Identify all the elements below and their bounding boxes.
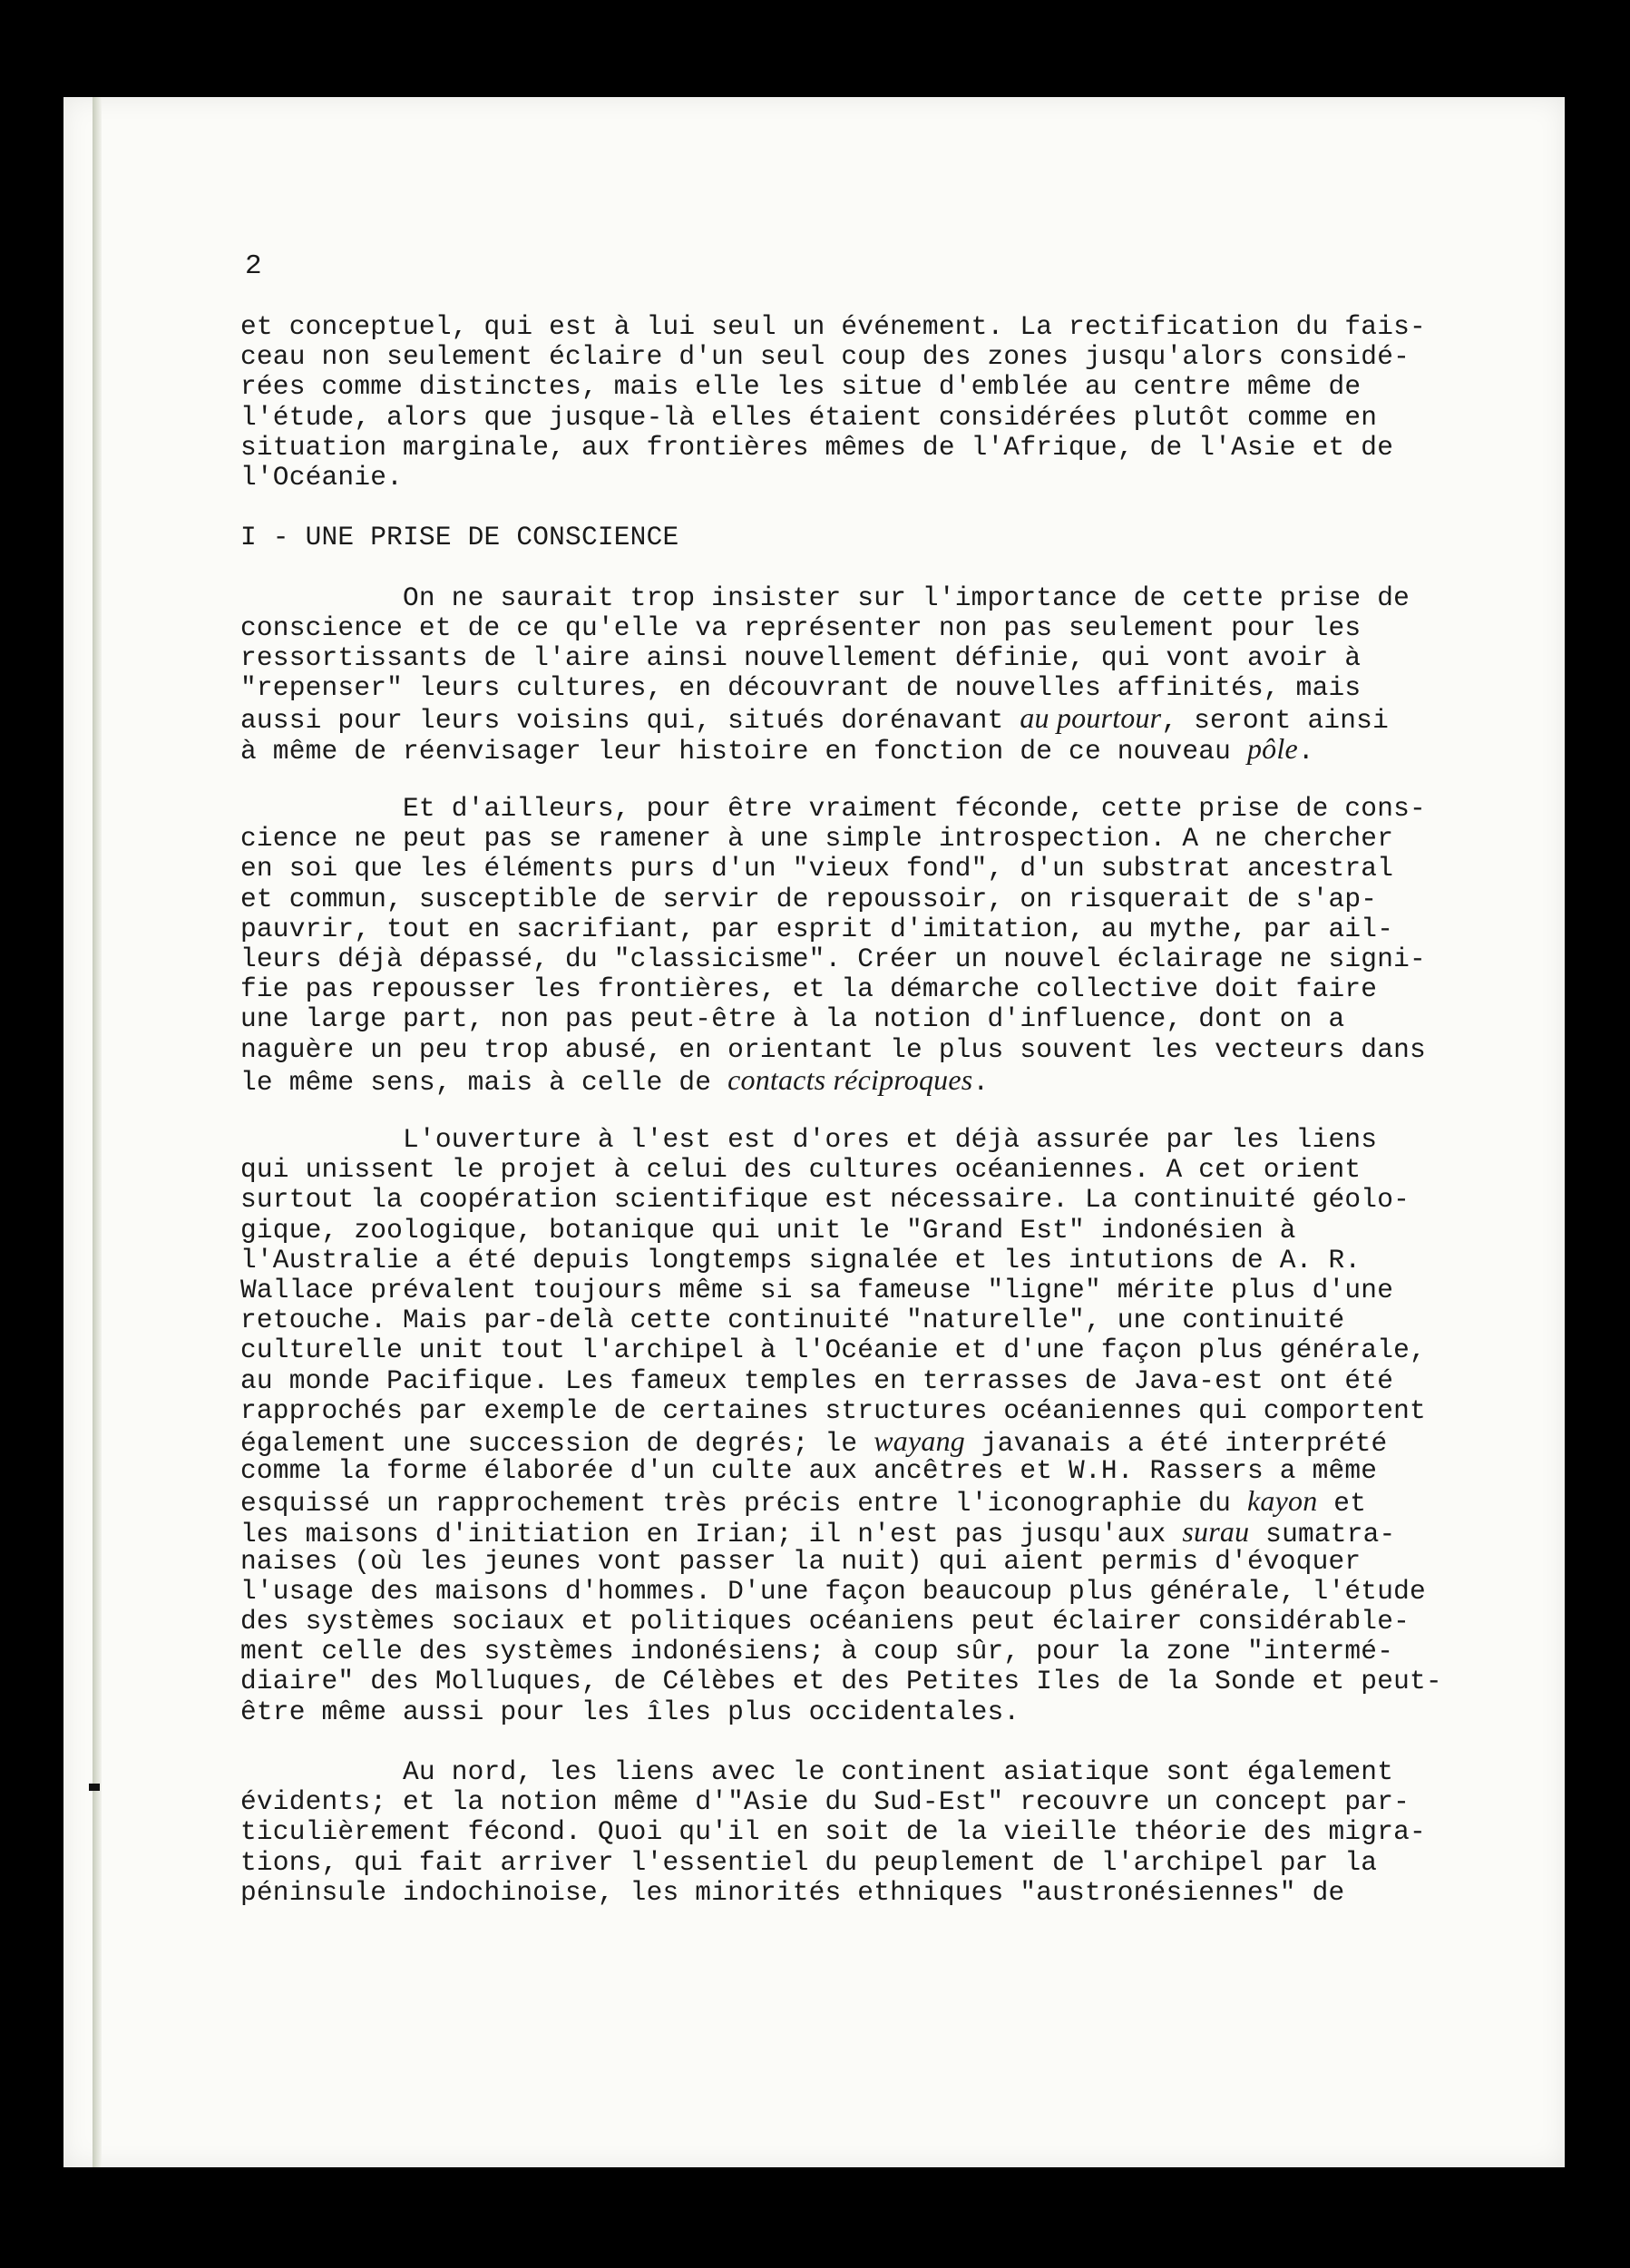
text-line: ressortissants de l'aire ainsi nouvellement définie, qui vont avoir à bbox=[240, 642, 1362, 674]
text-line: naguère un peu trop abusé, en orientant le plus souvent les vecteurs dans bbox=[240, 1033, 1426, 1065]
page-number: 2 bbox=[245, 250, 262, 282]
text-line: qui unissent le projet à celui des cultures océaniennes. A cet orient bbox=[240, 1154, 1362, 1186]
text-line: gique, zoologique, botanique qui unit le "Grand Est" indonésien à bbox=[240, 1214, 1296, 1246]
text-line: comme la forme élaborée d'un culte aux ancêtres et W.H. Rassers a même bbox=[240, 1455, 1378, 1487]
text-line: ticulièrement fécond. Quoi qu'il en soit de la vieille théorie des migra- bbox=[240, 1816, 1426, 1848]
emphasis: pôle bbox=[1246, 731, 1298, 765]
paragraph bbox=[240, 582, 1410, 767]
text-line: le même sens, mais à celle de contacts réciproques. bbox=[240, 1062, 990, 1098]
text-line: l'usage des maisons d'hommes. D'une façon beaucoup plus générale, l'étude bbox=[240, 1575, 1426, 1607]
text-line: diaire" des Molluques, de Célèbes et des Petites Iles de la Sonde et peut- bbox=[240, 1666, 1442, 1697]
text-line: On ne saurait trop insister sur l'importance de cette prise de bbox=[240, 582, 1410, 613]
text-line: une large part, non pas peut-être à la notion d'influence, dont on a bbox=[240, 1003, 1345, 1035]
text-line: surtout la coopération scientifique est nécessaire. La continuité géolo- bbox=[240, 1184, 1410, 1216]
text-line: et commun, susceptible de servir de repoussoir, on risquerait de s'ap- bbox=[240, 883, 1378, 914]
text-line: leurs déjà dépassé, du "classicisme". Créer un nouvel éclairage ne signi- bbox=[240, 943, 1426, 974]
text-line: conscience et de ce qu'elle va représenter non pas seulement pour les bbox=[240, 611, 1362, 643]
text-line: tions, qui fait arriver l'essentiel du peuplement de l'archipel par la bbox=[240, 1846, 1378, 1878]
text-line: également une succession de degrés; le wayang javanais a été interprété bbox=[240, 1423, 1388, 1459]
emphasis: au pourtour bbox=[1020, 701, 1162, 735]
emphasis: wayang bbox=[874, 1423, 965, 1457]
text-line: cience ne peut pas se ramener à une simple introspection. A ne chercher bbox=[240, 823, 1394, 855]
text-line: naises (où les jeunes vont passer la nuit) qui aient permis d'évoquer bbox=[240, 1545, 1362, 1577]
section-heading: I - UNE PRISE DE CONSCIENCE bbox=[240, 522, 679, 553]
body-text bbox=[240, 311, 1442, 1908]
text-line: situation marginale, aux frontières mêmes de l'Afrique, de l'Asie et de bbox=[240, 431, 1394, 463]
scan-mark bbox=[89, 1784, 100, 1791]
text-line: fie pas repousser les frontières, et la démarche collective doit faire bbox=[240, 973, 1378, 1005]
text-line: et conceptuel, qui est à lui seul un événement. La rectification du fais- bbox=[240, 311, 1426, 342]
text-line: péninsule indochinoise, les minorités ethniques "austronésiennes" de bbox=[240, 1876, 1345, 1908]
text-line: retouche. Mais par-delà cette continuité "naturelle", une continuité bbox=[240, 1305, 1345, 1336]
paragraph bbox=[240, 793, 1426, 1098]
emphasis: contacts réciproques bbox=[727, 1062, 973, 1096]
text-line: au monde Pacifique. Les fameux temples en terrasses de Java-est ont été bbox=[240, 1364, 1394, 1396]
text-line: l'Australie a été depuis longtemps signalée et les intutions de A. R. bbox=[240, 1244, 1362, 1276]
paragraph bbox=[240, 311, 1426, 493]
text-line: aussi pour leurs voisins qui, situés dorénavant au pourtour, seront ainsi bbox=[240, 701, 1389, 737]
text-line: à même de réenvisager leur histoire en fonction de ce nouveau pôle. bbox=[240, 731, 1314, 767]
text-line: rapprochés par exemple de certaines structures océaniennes qui comportent bbox=[240, 1394, 1426, 1426]
text-line: rées comme distinctes, mais elle les situe d'emblée au centre même de bbox=[240, 371, 1362, 403]
text-line: L'ouverture à l'est est d'ores et déjà assurée par les liens bbox=[240, 1124, 1378, 1156]
text-line: évidents; et la notion même d'"Asie du Sud-Est" recouvre un concept par- bbox=[240, 1786, 1410, 1818]
text-line: esquissé un rapprochement très précis entre l'iconographie du kayon et bbox=[240, 1484, 1367, 1520]
paragraph bbox=[240, 1756, 1426, 1908]
text-line: culturelle unit tout l'archipel à l'Océanie et d'une façon plus générale, bbox=[240, 1334, 1426, 1366]
emphasis: surau bbox=[1182, 1514, 1250, 1548]
text-line: pauvrir, tout en sacrifiant, par esprit d'imitation, au mythe, par ail- bbox=[240, 913, 1394, 944]
text-line: des systèmes sociaux et politiques océaniens peut éclairer considérable- bbox=[240, 1606, 1410, 1637]
emphasis: kayon bbox=[1246, 1484, 1318, 1518]
text-line: l'étude, alors que jusque-là elles étaient considérées plutôt comme en bbox=[240, 401, 1378, 433]
text-line: l'Océanie. bbox=[240, 461, 404, 493]
text-line: être même aussi pour les îles plus occidentales. bbox=[240, 1696, 1020, 1727]
text-line: ment celle des systèmes indonésiens; à coup sûr, pour la zone "intermé- bbox=[240, 1636, 1394, 1667]
text-line: Au nord, les liens avec le continent asiatique sont également bbox=[240, 1756, 1394, 1787]
text-line: Et d'ailleurs, pour être vraiment féconde, cette prise de cons- bbox=[240, 793, 1426, 824]
page-gutter bbox=[93, 97, 102, 2167]
text-line: "repenser" leurs cultures, en découvrant de nouvelles affinités, mais bbox=[240, 672, 1362, 704]
text-line: Wallace prévalent toujours même si sa fameuse "ligne" mérite plus d'une bbox=[240, 1275, 1394, 1305]
text-line: en soi que les éléments purs d'un "vieux fond", d'un substrat ancestral bbox=[240, 853, 1394, 885]
text-line: les maisons d'initiation en Irian; il n'est pas jusqu'aux surau sumatra- bbox=[240, 1514, 1396, 1549]
paragraph bbox=[240, 1124, 1442, 1727]
text-line: ceau non seulement éclaire d'un seul coup des zones jusqu'alors considé- bbox=[240, 341, 1410, 373]
